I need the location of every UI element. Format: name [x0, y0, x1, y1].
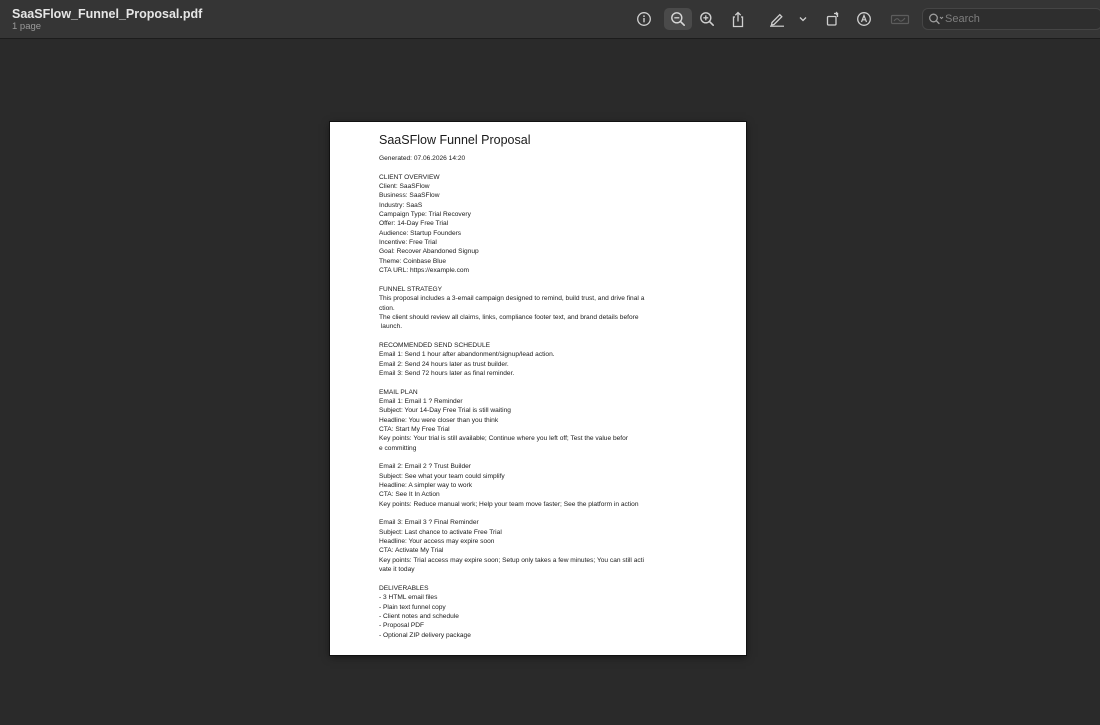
- deliverable-item: - Client notes and schedule: [379, 612, 459, 620]
- document-heading: SaaSFlow Funnel Proposal: [379, 133, 531, 147]
- overview-line: Client: SaaSFlow: [379, 183, 430, 191]
- email2-line: Key points: Reduce manual work; Help your team move faster; See the platform in action: [379, 500, 639, 508]
- search-input[interactable]: [945, 11, 1095, 27]
- email2-line: Email 2: Email 2 ? Trust Builder: [379, 463, 471, 471]
- document-title: SaaSFlow_Funnel_Proposal.pdf: [12, 7, 203, 21]
- info-icon: [636, 11, 652, 27]
- email2-line: Subject: See what your team could simplify: [379, 472, 505, 480]
- rotate-icon: [825, 11, 841, 27]
- email2-line: CTA: See It In Action: [379, 491, 440, 499]
- section-title-funnel-strategy: FUNNEL STRATEGY: [379, 285, 443, 293]
- document-page-count: 1 page: [12, 21, 42, 32]
- email3-line: Subject: Last chance to activate Free Trial: [379, 528, 502, 536]
- page-content: [379, 132, 679, 640]
- overview-line: Campaign Type: Trial Recovery: [379, 211, 471, 219]
- share-button[interactable]: [724, 8, 752, 30]
- overview-line: CTA URL: https://example.com: [379, 267, 470, 275]
- strategy-line: ction.: [379, 304, 395, 312]
- info-button[interactable]: [630, 8, 658, 30]
- overview-line: Audience: Startup Founders: [379, 229, 462, 237]
- email2-line: Headline: A simpler way to work: [379, 482, 473, 490]
- zoom-in-icon: [699, 11, 715, 27]
- generated-date: Generated: 07.06.2026 14:20: [379, 155, 466, 162]
- email1-line: Email 1: Email 1 ? Reminder: [379, 397, 463, 405]
- email1-line: e committing: [379, 444, 417, 452]
- deliverable-item: - 3 HTML email files: [379, 594, 438, 602]
- email3-line: Headline: Your access may expire soon: [379, 538, 495, 546]
- section-title-send-schedule: RECOMMENDED SEND SCHEDULE: [379, 341, 491, 349]
- deliverable-item: - Optional ZIP delivery package: [379, 631, 471, 639]
- schedule-line: Email 1: Send 1 hour after abandonment/signup/lead action.: [379, 351, 555, 359]
- zoom-out-icon: [670, 11, 686, 27]
- signature-icon: [890, 11, 910, 27]
- pdf-page: [330, 122, 746, 655]
- overview-line: Industry: SaaS: [379, 201, 423, 209]
- section-title-client-overview: CLIENT OVERVIEW: [379, 173, 440, 181]
- markup-button[interactable]: [850, 8, 878, 30]
- signature-button[interactable]: [886, 8, 914, 30]
- email1-line: CTA: Start My Free Trial: [379, 425, 450, 433]
- strategy-line: launch.: [379, 323, 403, 331]
- markup-pen-button[interactable]: [763, 8, 791, 30]
- schedule-line: Email 2: Send 24 hours later as trust builder.: [379, 360, 509, 368]
- rotate-button[interactable]: [819, 8, 847, 30]
- overview-line: Incentive: Free Trial: [379, 239, 437, 247]
- markup-circle-icon: [856, 11, 872, 27]
- chevron-down-icon: [798, 15, 808, 23]
- share-icon: [730, 11, 746, 28]
- section-title-deliverables: DELIVERABLES: [379, 584, 429, 592]
- email1-line: Subject: Your 14-Day Free Trial is still waiting: [379, 407, 511, 415]
- strategy-line: The client should review all claims, links, compliance footer text, and brand details before: [379, 313, 639, 321]
- email1-line: Key points: Your trial is still available; Continue where you left off; Test the value befor: [379, 435, 628, 443]
- email1-line: Headline: You were closer than you think: [379, 416, 499, 424]
- deliverable-item: - Plain text funnel copy: [379, 603, 446, 611]
- search-field[interactable]: [922, 8, 1100, 30]
- overview-line: Offer: 14-Day Free Trial: [379, 220, 449, 228]
- email3-line: CTA: Activate My Trial: [379, 547, 444, 555]
- overview-line: Goal: Recover Abandoned Signup: [379, 248, 479, 256]
- toolbar: [0, 0, 1100, 39]
- search-icon: [928, 12, 944, 26]
- overview-line: Business: SaaSFlow: [379, 192, 440, 200]
- deliverable-item: - Proposal PDF: [379, 622, 425, 630]
- email3-line: Email 3: Email 3 ? Final Reminder: [379, 519, 479, 527]
- zoom-in-button[interactable]: [693, 8, 721, 30]
- zoom-out-button[interactable]: [664, 8, 692, 30]
- markup-menu-button[interactable]: [792, 8, 814, 30]
- email3-line: vate it today: [379, 566, 415, 574]
- overview-line: Theme: Coinbase Blue: [379, 257, 447, 265]
- email3-line: Key points: Trial access may expire soon; Setup only takes a few minutes; You can still acti: [379, 556, 644, 564]
- strategy-line: This proposal includes a 3-email campaign designed to remind, build trust, and drive final a: [379, 295, 645, 303]
- schedule-line: Email 3: Send 72 hours later as final reminder.: [379, 369, 515, 377]
- markup-pen-icon: [768, 11, 786, 27]
- section-title-email-plan: EMAIL PLAN: [379, 388, 418, 396]
